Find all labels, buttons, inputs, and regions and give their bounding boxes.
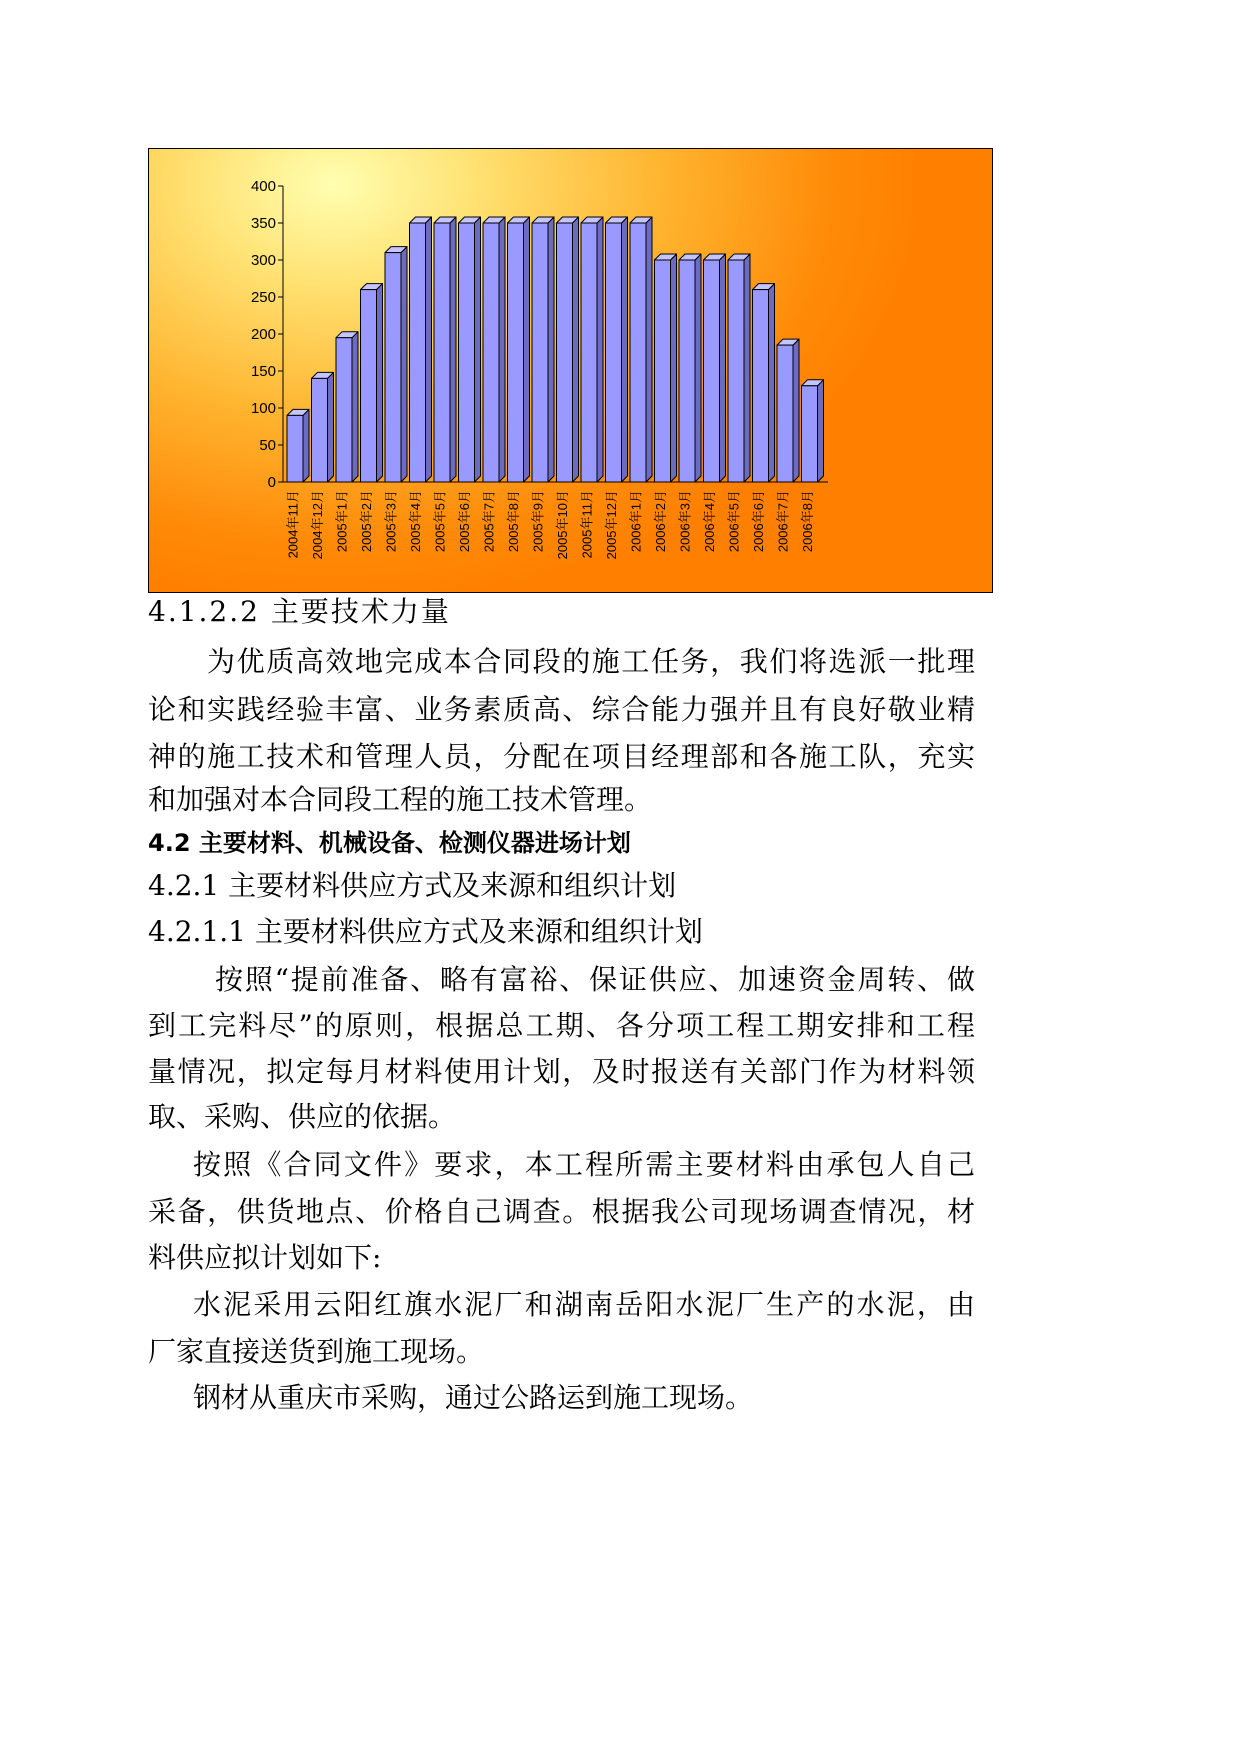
x-tick-label: 2005年2月 — [359, 490, 374, 553]
y-tick-label: 350 — [250, 215, 276, 232]
bar-side-face — [377, 284, 383, 482]
paragraph-line: 神的施工技术和管理人员，分配在项目经理部和各施工队，充实 — [148, 740, 975, 773]
bar-side-face — [524, 217, 530, 482]
bar-front-face — [606, 223, 622, 482]
y-tick-label: 150 — [250, 363, 276, 380]
paragraph-line: 论和实践经验丰富、业务素质高、综合能力强并且有良好敬业精 — [148, 693, 975, 726]
bar-side-face — [695, 254, 701, 482]
bar-front-face — [679, 260, 695, 482]
bar — [287, 409, 309, 482]
x-tick-label: 2004年11月 — [285, 490, 301, 559]
x-tick-label: 2005年8月 — [506, 490, 521, 553]
paragraph-line: 取、采购、供应的依据。 — [148, 1100, 457, 1133]
bar — [361, 284, 383, 482]
bar-front-face — [385, 253, 401, 482]
paragraph-line: 到工完料尽”的原则，根据总工期、各分项工程工期安排和工程 — [148, 1009, 975, 1042]
bar-front-face — [655, 260, 671, 482]
bar-side-face — [303, 409, 309, 482]
bar-front-face — [802, 386, 818, 482]
bar-side-face — [475, 217, 481, 482]
x-tick-label: 2006年3月 — [677, 490, 693, 553]
bar-side-face — [548, 217, 554, 482]
bar-side-face — [573, 217, 579, 482]
x-tick-label: 2005年3月 — [383, 490, 399, 553]
bar — [606, 217, 628, 482]
paragraph-line: 量情况，拟定每月材料使用计划，及时报送有关部门作为材料领 — [148, 1055, 975, 1088]
bar-side-face — [720, 254, 726, 482]
bar-side-face — [328, 372, 334, 482]
bar-front-face — [630, 223, 646, 482]
y-tick-label: 200 — [250, 326, 276, 343]
x-tick-label: 2004年12月 — [310, 490, 325, 560]
bar-front-face — [336, 338, 352, 482]
y-tick-label: 50 — [259, 437, 276, 454]
bar — [557, 217, 579, 482]
bar — [777, 339, 799, 482]
bar — [704, 254, 726, 482]
x-tick-label: 2005年12月 — [604, 490, 619, 560]
bar-front-face — [459, 223, 475, 482]
bar-side-face — [818, 380, 824, 482]
paragraph-line: 水泥采用云阳红旗水泥厂和湖南岳阳水泥厂生产的水泥，由 — [193, 1288, 975, 1321]
section-heading-4-1-2-2: 4.1.2.2 主要技术力量 — [148, 595, 451, 628]
bar — [655, 254, 677, 482]
bar — [630, 217, 652, 482]
paragraph-line: 为优质高效地完成本合同段的施工任务，我们将选派一批理 — [207, 645, 975, 678]
bar-side-face — [352, 332, 358, 482]
bar-front-face — [728, 260, 744, 482]
x-tick-label: 2006年5月 — [726, 490, 742, 553]
bar — [385, 247, 407, 482]
bar — [459, 217, 481, 482]
bar-front-face — [361, 290, 377, 482]
section-heading-4-2-1: 4.2.1 主要材料供应方式及来源和组织计划 — [148, 869, 677, 902]
bar-side-face — [671, 254, 677, 482]
bar-side-face — [426, 217, 432, 482]
bar — [483, 217, 505, 482]
bar — [581, 217, 603, 482]
bar-front-face — [557, 223, 573, 482]
bar — [753, 284, 775, 482]
bar-side-face — [744, 254, 750, 482]
bar-side-face — [450, 217, 456, 482]
bar — [410, 217, 432, 482]
bar — [802, 380, 824, 482]
bar-front-face — [410, 223, 426, 482]
bar-front-face — [312, 378, 328, 482]
bar — [679, 254, 701, 482]
x-tick-label: 2006年2月 — [653, 490, 668, 553]
x-tick-label: 2005年6月 — [457, 490, 472, 553]
y-tick-label: 250 — [250, 289, 276, 306]
bar-front-face — [581, 223, 597, 482]
chart-frame — [148, 148, 993, 593]
paragraph-line: 采备，供货地点、价格自己调查。根据我公司现场调查情况，材 — [148, 1195, 975, 1228]
bar-front-face — [777, 345, 793, 482]
y-tick-label: 300 — [250, 252, 276, 269]
x-tick-label: 2005年5月 — [432, 490, 448, 553]
x-tick-label: 2005年9月 — [530, 490, 546, 553]
x-tick-label: 2005年10月 — [555, 490, 570, 560]
y-tick-label: 0 — [267, 474, 276, 491]
bar-front-face — [704, 260, 720, 482]
paragraph-line: 钢材从重庆市采购，通过公路运到施工现场。 — [193, 1381, 754, 1414]
manpower-bar-chart — [149, 149, 992, 592]
y-tick-label: 100 — [250, 400, 276, 417]
x-tick-label: 2005年11月 — [579, 490, 595, 559]
paragraph-line: 厂家直接送货到施工现场。 — [148, 1335, 485, 1368]
bar-front-face — [434, 223, 450, 482]
x-tick-label: 2006年6月 — [751, 490, 766, 553]
bar-side-face — [401, 247, 407, 482]
bar — [508, 217, 530, 482]
bar-front-face — [287, 415, 303, 482]
bar — [532, 217, 554, 482]
x-tick-label: 2006年4月 — [702, 490, 717, 553]
bar — [434, 217, 456, 482]
bar-front-face — [508, 223, 524, 482]
bar — [312, 372, 334, 482]
x-tick-label: 2005年4月 — [408, 490, 423, 553]
bar-side-face — [769, 284, 775, 482]
paragraph-line: 按照《合同文件》要求，本工程所需主要材料由承包人自己 — [193, 1148, 975, 1181]
x-tick-label: 2006年1月 — [628, 490, 644, 553]
paragraph-line: 和加强对本合同段工程的施工技术管理。 — [148, 783, 653, 816]
bar — [728, 254, 750, 482]
x-tick-label: 2005年1月 — [334, 490, 350, 553]
bar — [336, 332, 358, 482]
section-heading-4-2-1-1: 4.2.1.1 主要材料供应方式及来源和组织计划 — [148, 915, 703, 948]
paragraph-line: 料供应拟计划如下: — [148, 1241, 382, 1274]
bar-front-face — [532, 223, 548, 482]
bar-front-face — [483, 223, 499, 482]
bar-side-face — [597, 217, 603, 482]
y-tick-label: 400 — [250, 178, 276, 195]
x-tick-label: 2006年8月 — [800, 490, 815, 553]
paragraph-line: 按照“提前准备、略有富裕、保证供应、加速资金周转、做 — [215, 963, 975, 996]
bar-side-face — [499, 217, 505, 482]
bar-side-face — [646, 217, 652, 482]
bar-side-face — [622, 217, 628, 482]
section-heading-4-2: 4.2 主要材料、机械设备、检测仪器进场计划 — [148, 829, 631, 857]
bar-side-face — [793, 339, 799, 482]
bar-front-face — [753, 290, 769, 482]
x-tick-label: 2006年7月 — [775, 490, 791, 553]
x-tick-label: 2005年7月 — [481, 490, 497, 553]
